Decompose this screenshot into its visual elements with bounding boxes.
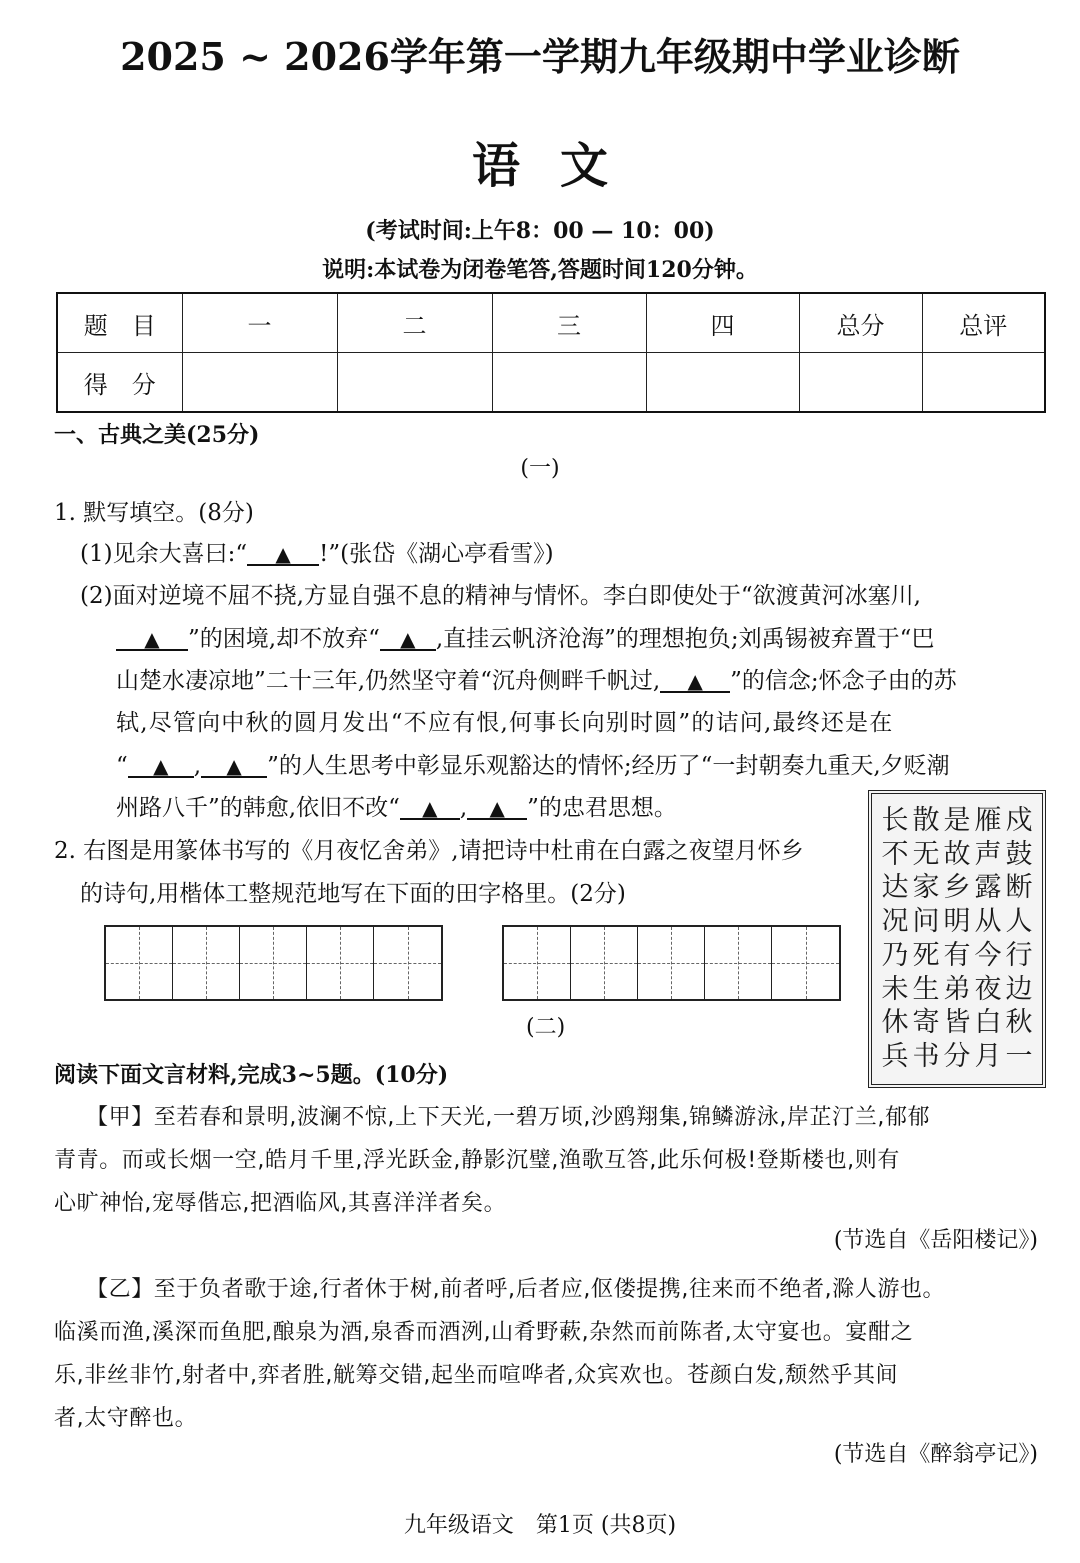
tianzi-cell[interactable]: [173, 927, 240, 999]
seal-character: 今: [974, 939, 1002, 971]
seal-column: [973, 806, 1003, 1072]
passage-jia-line: 心旷神怡,宠辱偕忘,把酒临风,其喜洋洋者矣。: [54, 1191, 507, 1216]
seal-character: 人: [1005, 906, 1033, 938]
seal-character: 不: [881, 838, 909, 870]
tianzi-cell[interactable]: [374, 927, 441, 999]
answer-blank[interactable]: ▲: [467, 798, 527, 820]
score-cell[interactable]: [492, 353, 646, 413]
answer-blank[interactable]: ▲: [660, 671, 730, 693]
score-table-score-row: [57, 353, 1045, 413]
score-table: [56, 292, 1046, 413]
tianzi-cell[interactable]: [504, 927, 571, 999]
seal-character: 无: [912, 838, 940, 870]
seal-character: 月: [974, 1040, 1002, 1072]
passage-yi-line: 乐,非丝非竹,射者中,弈者胜,觥筹交错,起坐而喧哗者,众宾欢也。苍颜白发,颓然乎其间: [54, 1363, 899, 1388]
tianzi-cell[interactable]: [307, 927, 374, 999]
question-1-sub2-line5: “ ▲ , ▲ ”的人生思考中彰显乐观豁达的情怀;经历了“一封朝奏九重天,夕贬潮: [116, 753, 950, 779]
seal-column: [942, 806, 972, 1072]
seal-character: 戍: [1005, 805, 1033, 836]
seal-character: 夜: [974, 973, 1002, 1005]
score-column-header: 二: [337, 293, 492, 353]
seal-character: 长: [881, 805, 909, 836]
seal-character: 皆: [943, 1007, 971, 1039]
seal-character: 弟: [943, 973, 971, 1005]
passage-jia-source: (节选自《岳阳楼记》): [833, 1228, 1038, 1253]
seal-character: 一: [1005, 1040, 1033, 1072]
question-1-sub2-line4: 轼,尽管向中秋的圆月发出“不应有恨,何事长向别时圆”的诘问,最终还是在: [116, 710, 894, 736]
seal-character: 是: [943, 805, 971, 836]
score-column-header: 总分: [799, 293, 922, 353]
tianzi-cell[interactable]: [705, 927, 772, 999]
subject-title: 语文: [471, 138, 648, 194]
tianzi-cell[interactable]: [106, 927, 173, 999]
seal-character: 分: [943, 1040, 971, 1072]
seal-column: [880, 806, 910, 1072]
passage-yi-line: 者,太守醉也。: [54, 1406, 198, 1431]
seal-character: 声: [974, 838, 1002, 870]
seal-script-poem-image: [868, 790, 1046, 1088]
passage-jia-line: 青青。而或长烟一空,皓月千里,浮光跃金,静影沉璧,渔歌互答,此乐何极!登斯楼也,则有: [54, 1148, 900, 1173]
answer-blank[interactable]: ▲: [201, 756, 267, 778]
question-1-sub1: (1)见余大喜曰:“ ▲ !”(张岱《湖心亭看雪》): [80, 541, 554, 567]
seal-character: 寄: [912, 1007, 940, 1039]
seal-character: 达: [881, 872, 909, 904]
score-column-header: 三: [492, 293, 646, 353]
seal-character: 况: [881, 906, 909, 938]
score-cell[interactable]: [182, 353, 337, 413]
tianzi-cell[interactable]: [571, 927, 638, 999]
tianzi-cell[interactable]: [240, 927, 307, 999]
seal-character: 秋: [1005, 1007, 1033, 1039]
passage-yi-line: 【乙】至于负者歌于途,行者休于树,前者呼,后者应,伛偻提携,往来而不绝者,滁人游也。: [86, 1277, 946, 1302]
passage-yi-source: (节选自《醉翁亭记》): [833, 1442, 1038, 1467]
question-1-sub2-line1: (2)面对逆境不屈不挠,方显自强不息的精神与情怀。李白即使处于“欲渡黄河冰塞川,: [80, 583, 921, 609]
score-table-header-row: [57, 293, 1045, 353]
exam-note: 说明:本试卷为闭卷笔答,答题时间120分钟。: [322, 257, 758, 283]
seal-character: 休: [881, 1007, 909, 1039]
answer-blank[interactable]: ▲: [380, 629, 436, 651]
question-1-sub2-line6: 州路八千”的韩愈,依旧不改“ ▲ , ▲ ”的忠君思想。: [116, 795, 677, 821]
exam-title: 2025 ~ 2026学年第一学期九年级期中学业诊断: [120, 34, 960, 79]
score-cell[interactable]: [799, 353, 922, 413]
score-row-label: 得 分: [57, 353, 182, 413]
seal-character: 白: [974, 1007, 1002, 1039]
score-column-header: 总评: [922, 293, 1045, 353]
question-2-line2: 的诗句,用楷体工整规范地写在下面的田字格里。(2分): [80, 881, 626, 907]
seal-character: 鼓: [1005, 838, 1033, 870]
seal-character: 未: [881, 973, 909, 1005]
seal-column: [1004, 806, 1034, 1072]
question-2-line1: 2. 右图是用篆体书写的《月夜忆舍弟》,请把诗中杜甫在白露之夜望月怀乡: [54, 838, 804, 864]
answer-blank[interactable]: ▲: [128, 756, 194, 778]
seal-character: 雁: [974, 805, 1002, 836]
question-1-title: 1. 默写填空。(8分): [54, 500, 254, 526]
score-column-header: 四: [646, 293, 799, 353]
seal-character: 问: [912, 906, 940, 938]
score-cell[interactable]: [646, 353, 799, 413]
score-column-header: 一: [182, 293, 337, 353]
question-1-sub2-line3: 山楚水凄凉地”二十三年,仍然坚守着“沉舟侧畔千帆过, ▲ ”的信念;怀念子由的苏: [116, 668, 957, 694]
answer-blank[interactable]: ▲: [116, 629, 188, 651]
seal-character: 乡: [943, 872, 971, 904]
seal-character: 生: [912, 973, 940, 1005]
seal-character: 散: [912, 805, 940, 836]
question-1-sub2-line2: ▲ ”的困境,却不放弃“ ▲ ,直挂云帆济沧海”的理想抱负;刘禹锡被弃置于“巴: [116, 628, 934, 651]
reading-instruction: 阅读下面文言材料,完成3~5题。(10分): [54, 1062, 449, 1088]
section-title: 一、古典之美(25分): [54, 422, 260, 448]
seal-character: 书: [912, 1040, 940, 1072]
seal-character: 露: [974, 872, 1002, 904]
page-footer: 九年级语文 第1页 (共8页): [403, 1513, 677, 1538]
seal-character: 故: [943, 838, 971, 870]
seal-character: 家: [912, 872, 940, 904]
passage-yi-line: 临溪而渔,溪深而鱼肥,酿泉为酒,泉香而酒洌,山肴野蔌,杂然而前陈者,太守宴也。宴酣之: [54, 1320, 914, 1345]
score-cell[interactable]: [337, 353, 492, 413]
seal-character: 有: [943, 939, 971, 971]
seal-character: 行: [1005, 939, 1033, 971]
passage-jia-line: 【甲】至若春和景明,波澜不惊,上下天光,一碧万顷,沙鸥翔集,锦鳞游泳,岸芷汀兰,郁郁: [86, 1105, 931, 1130]
seal-character: 从: [974, 906, 1002, 938]
seal-character: 明: [943, 906, 971, 938]
seal-character: 断: [1005, 872, 1033, 904]
part-label: (二): [526, 1015, 566, 1040]
tianzi-cell[interactable]: [638, 927, 705, 999]
seal-character: 死: [912, 939, 940, 971]
tianzi-cell[interactable]: [772, 927, 839, 999]
tianzi-grid-right: [502, 925, 841, 1001]
answer-blank[interactable]: ▲: [247, 544, 319, 566]
seal-character: 乃: [881, 939, 909, 971]
tianzi-grid-left: [104, 925, 443, 1001]
exam-time: (考试时间:上午8：00 — 10：00): [365, 218, 715, 244]
seal-character: 边: [1005, 973, 1033, 1005]
seal-character: 兵: [881, 1040, 909, 1072]
seal-column: [911, 806, 941, 1072]
answer-blank[interactable]: ▲: [400, 798, 460, 820]
score-cell[interactable]: [922, 353, 1045, 413]
score-table-row-header: 题 目: [57, 293, 182, 353]
part-label: (一): [520, 456, 560, 481]
